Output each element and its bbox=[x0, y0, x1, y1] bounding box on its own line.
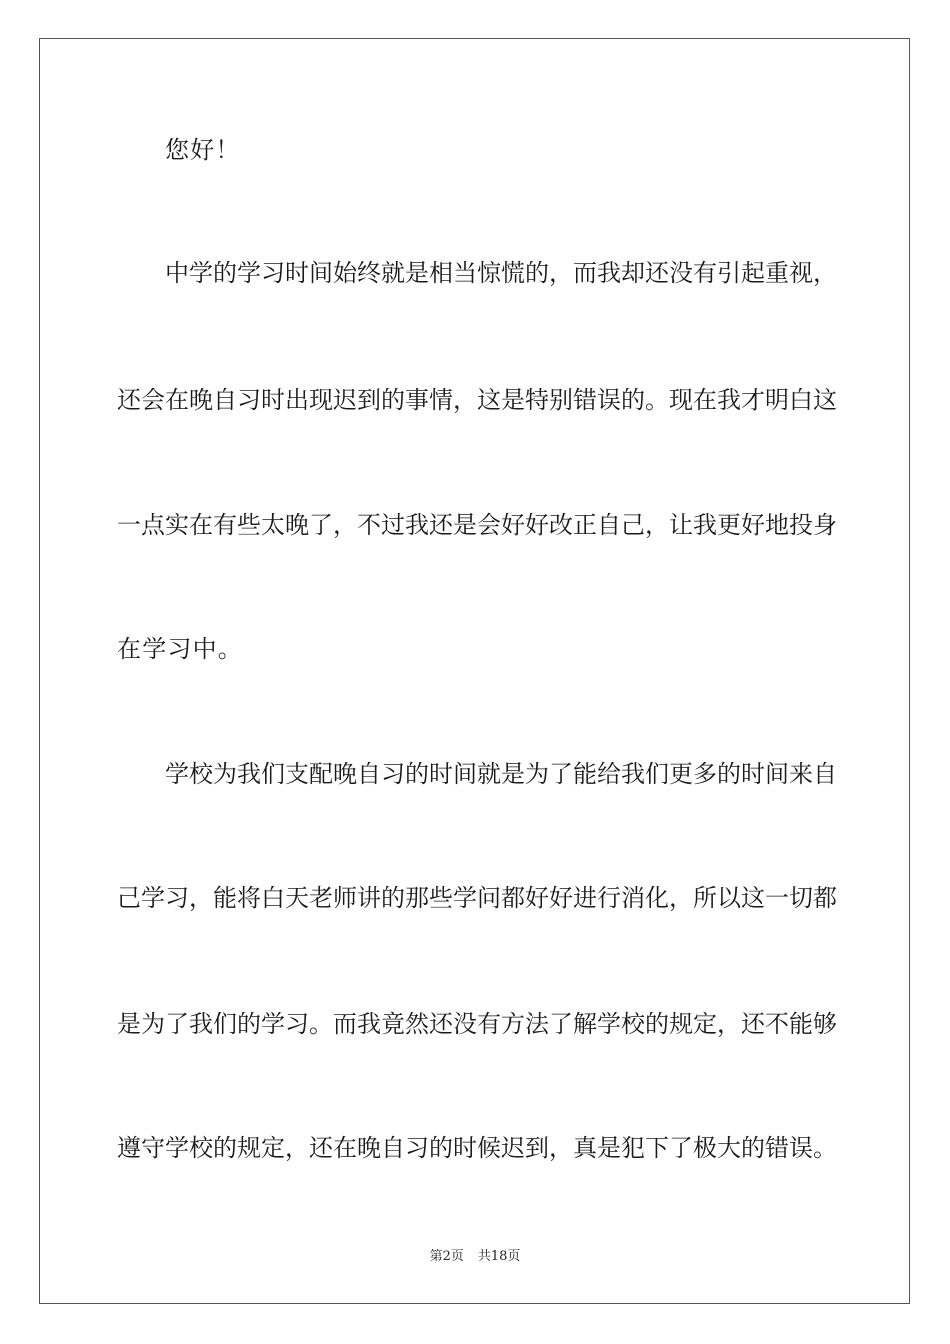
page-frame bbox=[39, 38, 910, 1304]
body-line-5: 学校为我们支配晚自习的时间就是为了能给我们更多的时间来自 bbox=[165, 760, 837, 788]
body-line-2: 还会在晚自习时出现迟到的事情，这是特别错误的。现在我才明白这 bbox=[117, 386, 837, 414]
body-line-4: 在学习中。 bbox=[117, 635, 243, 663]
page-footer bbox=[0, 1248, 950, 1266]
body-line-3: 一点实在有些太晚了，不过我还是会好好改正自己，让我更好地投身 bbox=[117, 511, 837, 539]
greeting-line: 您好！ bbox=[165, 136, 241, 164]
body-line-6: 己学习，能将白天老师讲的那些学问都好好进行消化，所以这一切都 bbox=[117, 884, 837, 912]
page-number: 第2页 bbox=[429, 1249, 464, 1264]
body-line-7: 是为了我们的学习。而我竟然还没有方法了解学校的规定，还不能够 bbox=[117, 1010, 837, 1038]
page-total: 共18页 bbox=[477, 1249, 521, 1264]
body-line-1: 中学的学习时间始终就是相当惊慌的，而我却还没有引起重视， bbox=[165, 259, 837, 287]
body-line-8: 遵守学校的规定，还在晚自习的时候迟到，真是犯下了极大的错误。 bbox=[117, 1134, 837, 1162]
